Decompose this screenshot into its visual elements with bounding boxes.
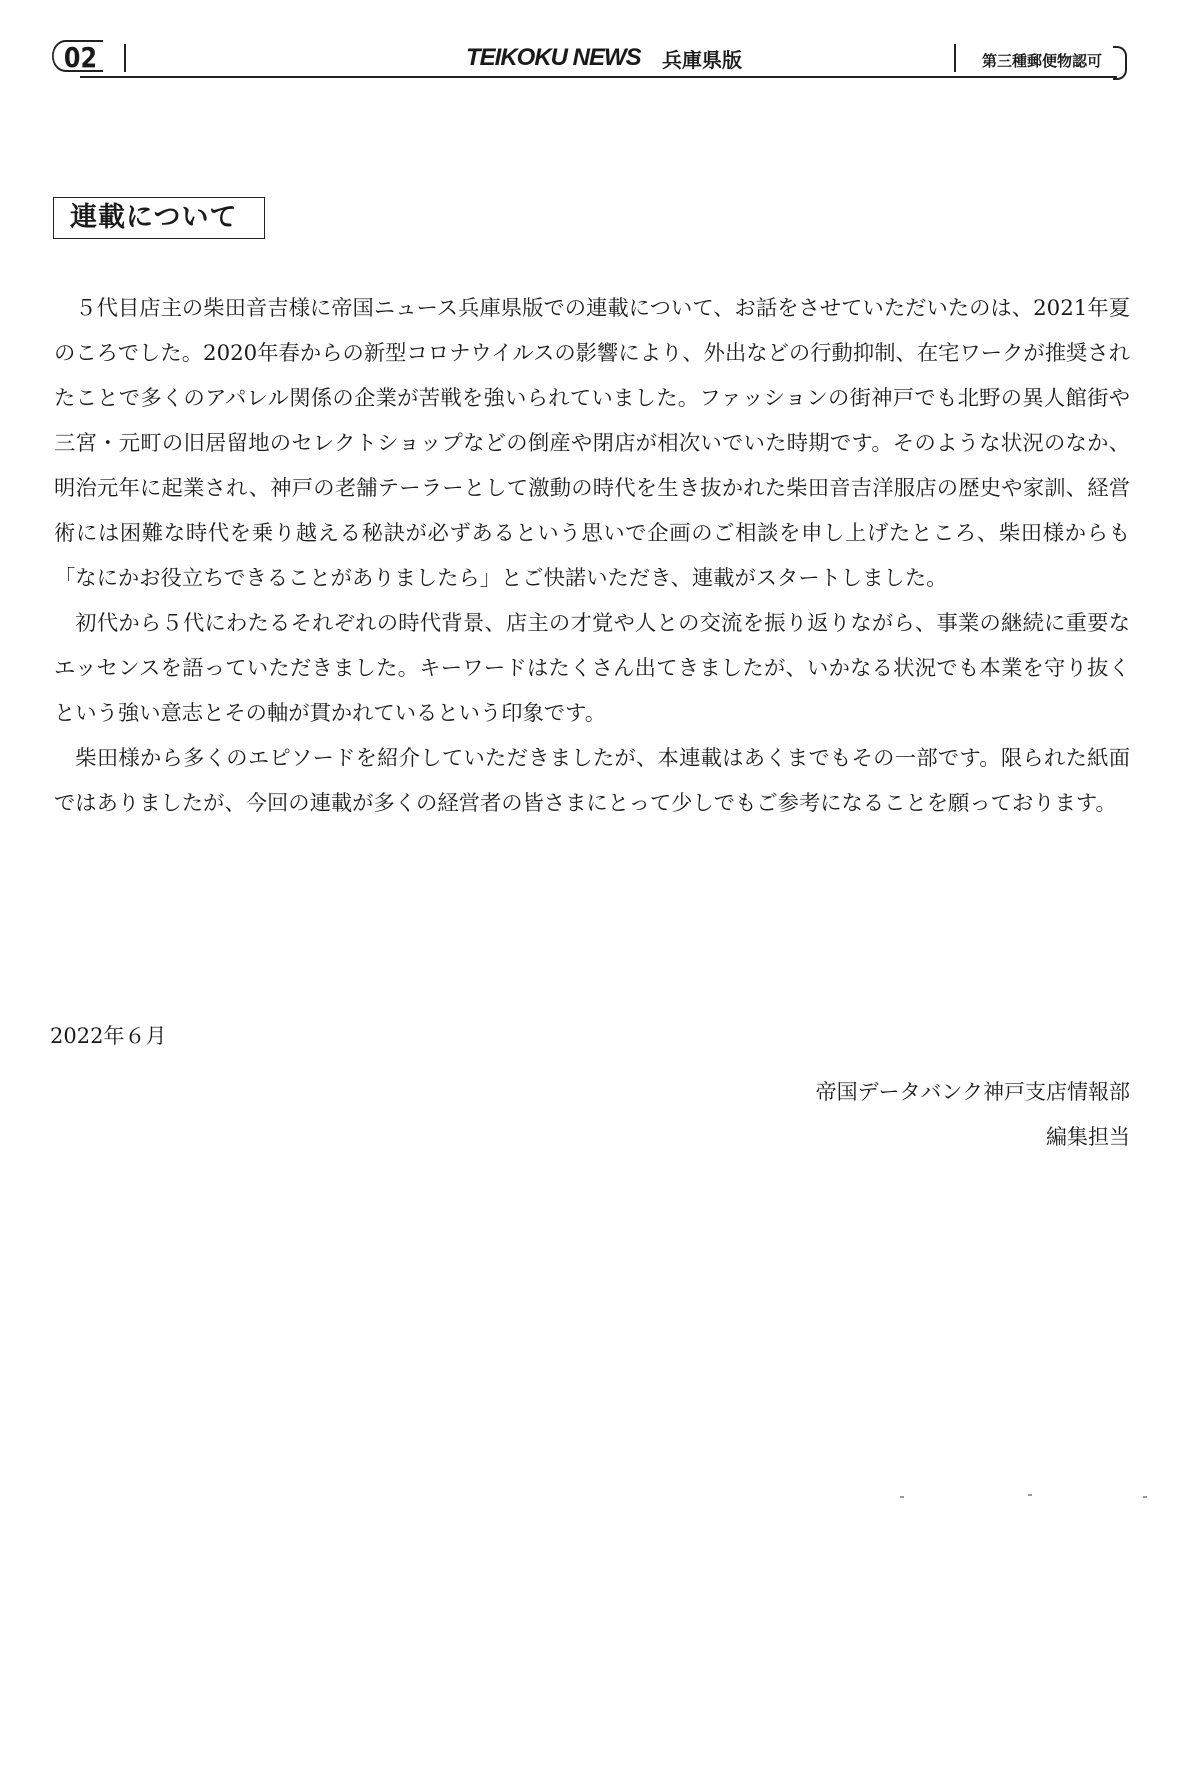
- article-body: [54, 286, 1130, 826]
- header-divider: [954, 44, 956, 72]
- section-title: 連載について: [53, 197, 265, 239]
- paragraph: 初代から５代にわたるそれぞれの時代背景、店主の才覚や人との交流を振り返りながら、事業の継続に重要なエッセンスを語っていただきました。キーワードはたくさん出てきましたが、いかなる状況でも本業を守り抜くという強い意志とその軸が貫かれているという印象です。: [54, 611, 1130, 726]
- postal-permit-note: 第三種郵便物認可: [982, 52, 1103, 70]
- page-header: [52, 38, 1127, 78]
- signature-block: [816, 1070, 1130, 1160]
- paragraph: 柴田様から多くのエピソードを紹介していただきましたが、本連載はあくまでもその一部です。限られた紙面ではありましたが、今回の連載が多くの経営者の皆さまにとって少しでもご参考になることを願っております。: [54, 746, 1130, 816]
- signature-organization: 帝国データバンク神戸支店情報部: [815, 1080, 1130, 1104]
- article-date: 2022年６月: [50, 1024, 167, 1048]
- edition-label: 兵庫県版: [662, 48, 742, 72]
- page-number: 02: [52, 40, 103, 72]
- paragraph: ５代目店主の柴田音吉様に帝国ニュース兵庫県版での連載について、お話をさせていただいたのは、2021年夏のころでした。2020年春からの新型コロナウイルスの影響により、外出などの行動抑制、在宅ワークが推奨されたことで多くのアパレル関係の企業が苦戦を強いられていました。ファッションの街神戸でも北野の異人館街や三宮・元町の旧居留地のセレクトショップなどの倒産や閉店が相次いでいた時期です。そのような状況のなか、明治元年に起業され、神戸の老舗テーラーとして激動の時代を生き抜かれた柴田音吉洋服店の歴史や家訓、経営術には困難な時代を乗り越える秘訣が必ずあるという思いで企画のご相談を申し上げたところ、柴田様からも「なにかお役立ちできることがありましたら」とご快諾いただき、連載がスタートしました。: [54, 296, 1130, 591]
- header-divider: [124, 44, 126, 72]
- header-end-cap: [1113, 46, 1127, 80]
- header-rule: [80, 76, 1117, 78]
- newspaper-brand: TEIKOKU NEWS: [466, 44, 641, 71]
- signature-role: 編集担当: [1046, 1125, 1130, 1149]
